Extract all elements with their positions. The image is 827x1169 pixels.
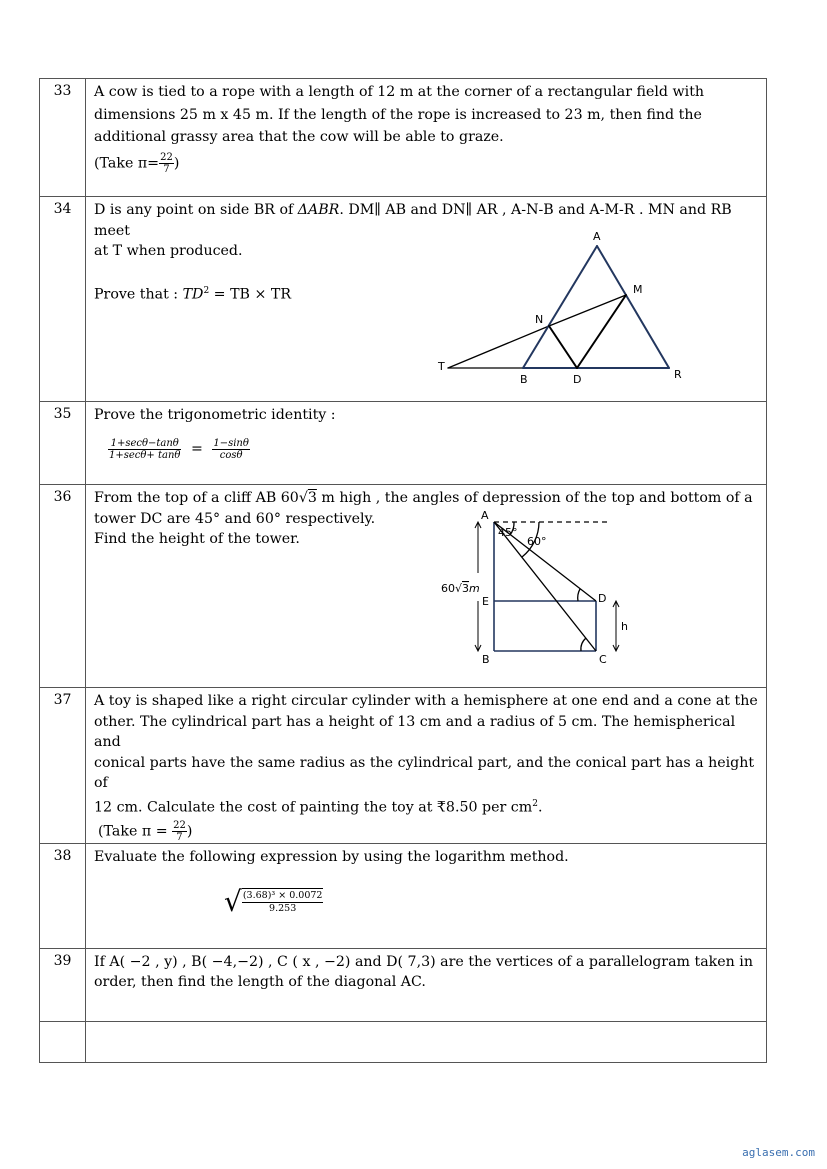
label-m: M	[633, 283, 643, 296]
question-row-37	[40, 688, 767, 844]
label-r: R	[674, 368, 682, 381]
question-text-line: D is any point on side BR of ΔABR. DM∥ AB and DN∥ AR , A-N-B and A-M-R . MN and RB meet	[94, 202, 732, 239]
question-text-line: Find the height of the tower.	[94, 531, 300, 547]
question-text-line: additional grassy area that the cow will be able to graze.	[94, 129, 504, 145]
question-text-line: A toy is shaped like a right circular cylinder with a hemisphere at one end and a cone at the	[94, 693, 758, 709]
question-number: 35	[40, 402, 86, 485]
cliff-tower-diagram	[436, 505, 676, 670]
question-row-38	[40, 843, 767, 948]
cliff-height-label: 60√3m	[441, 582, 480, 595]
question-text-line: 12 cm. Calculate the cost of painting the toy at ₹8.50 per $cm^2$.	[94, 798, 543, 816]
question-text-line: other. The cylindrical part has a height of 13 cm and a radius of 5 cm. The hemispherical and	[94, 713, 736, 750]
questions-table	[39, 78, 767, 1063]
question-body	[86, 79, 767, 197]
question-text-line: From the top of a cliff AB 60√3 m high , the angles of depression of the top and bottom of a	[94, 490, 753, 506]
log-expression: √ $\frac{\text{(3.68)³ × 0.0072}}{9.253}$	[224, 884, 323, 918]
question-body	[86, 688, 767, 844]
label-t: T	[438, 360, 445, 373]
take-pi-note: (Take π = $\frac{22}{7}$ )	[98, 819, 193, 843]
question-body	[86, 485, 767, 688]
question-row-35	[40, 402, 767, 485]
label-n: N	[535, 313, 544, 326]
prove-statement: Prove that : $TD^2$ = TB × TR	[94, 285, 292, 303]
question-text-line: conical parts have the same radius as the cylindrical part, and the conical part has a height of	[94, 754, 755, 791]
question-body	[86, 402, 767, 485]
angle-60-label: 60°	[527, 535, 547, 548]
height-h-label: h	[621, 620, 628, 633]
question-row-33	[40, 79, 767, 197]
question-text-line: tower DC are 45° and 60° respectively.	[94, 510, 376, 527]
label-d: D	[573, 373, 582, 386]
angle-45-label: 45°	[498, 526, 518, 539]
question-row-39	[40, 948, 767, 1021]
label-b: B	[482, 653, 490, 666]
empty-row	[40, 1021, 767, 1062]
empty-cell	[86, 1021, 767, 1062]
question-number: 36	[40, 485, 86, 688]
question-text-line: order, then find the length of the diagonal AC.	[94, 974, 426, 991]
question-text-line: dimensions 25 m x 45 m. If the length of the rope is increased to 23 m, then find the	[94, 106, 702, 123]
label-c: C	[599, 653, 607, 666]
question-row-34	[40, 197, 767, 402]
footer-watermark: aglasem.com	[742, 1146, 815, 1159]
question-text-line: A cow is tied to a rope with a length of 12 m at the corner of a rectangular field with	[94, 84, 705, 100]
triangle-diagram	[431, 227, 691, 387]
label-d: D	[598, 592, 607, 605]
label-a: A	[593, 230, 601, 243]
label-a: A	[481, 509, 489, 522]
empty-cell	[40, 1021, 86, 1062]
question-number: 37	[40, 688, 86, 844]
trig-identity: $\frac{1+\sec\theta-\tan\theta}{1+\sec\theta+ \tan\theta}$ = $\frac{1-\sin\theta}{\cos\theta}$	[109, 437, 249, 461]
question-text-line: If A( −2 , y) , B( −4,−2) , C ( x , −2) and D( 7,3) are the vertices of a parallelogram taken in	[94, 953, 753, 970]
question-text-line: Prove the trigonometric identity :	[94, 407, 336, 423]
label-b: B	[520, 373, 528, 386]
question-number: 33	[40, 79, 86, 197]
label-e: E	[482, 595, 489, 608]
question-row-36	[40, 485, 767, 688]
take-pi-note: (Take π= $\frac{22}{7}$ )	[94, 151, 180, 175]
question-number: 34	[40, 197, 86, 402]
question-number: 38	[40, 843, 86, 948]
question-body	[86, 843, 767, 948]
question-body	[86, 948, 767, 1021]
question-body	[86, 197, 767, 402]
question-text-line: at T when produced.	[94, 243, 243, 259]
question-number: 39	[40, 948, 86, 1021]
question-text-line: Evaluate the following expression by using the logarithm method.	[94, 848, 569, 865]
